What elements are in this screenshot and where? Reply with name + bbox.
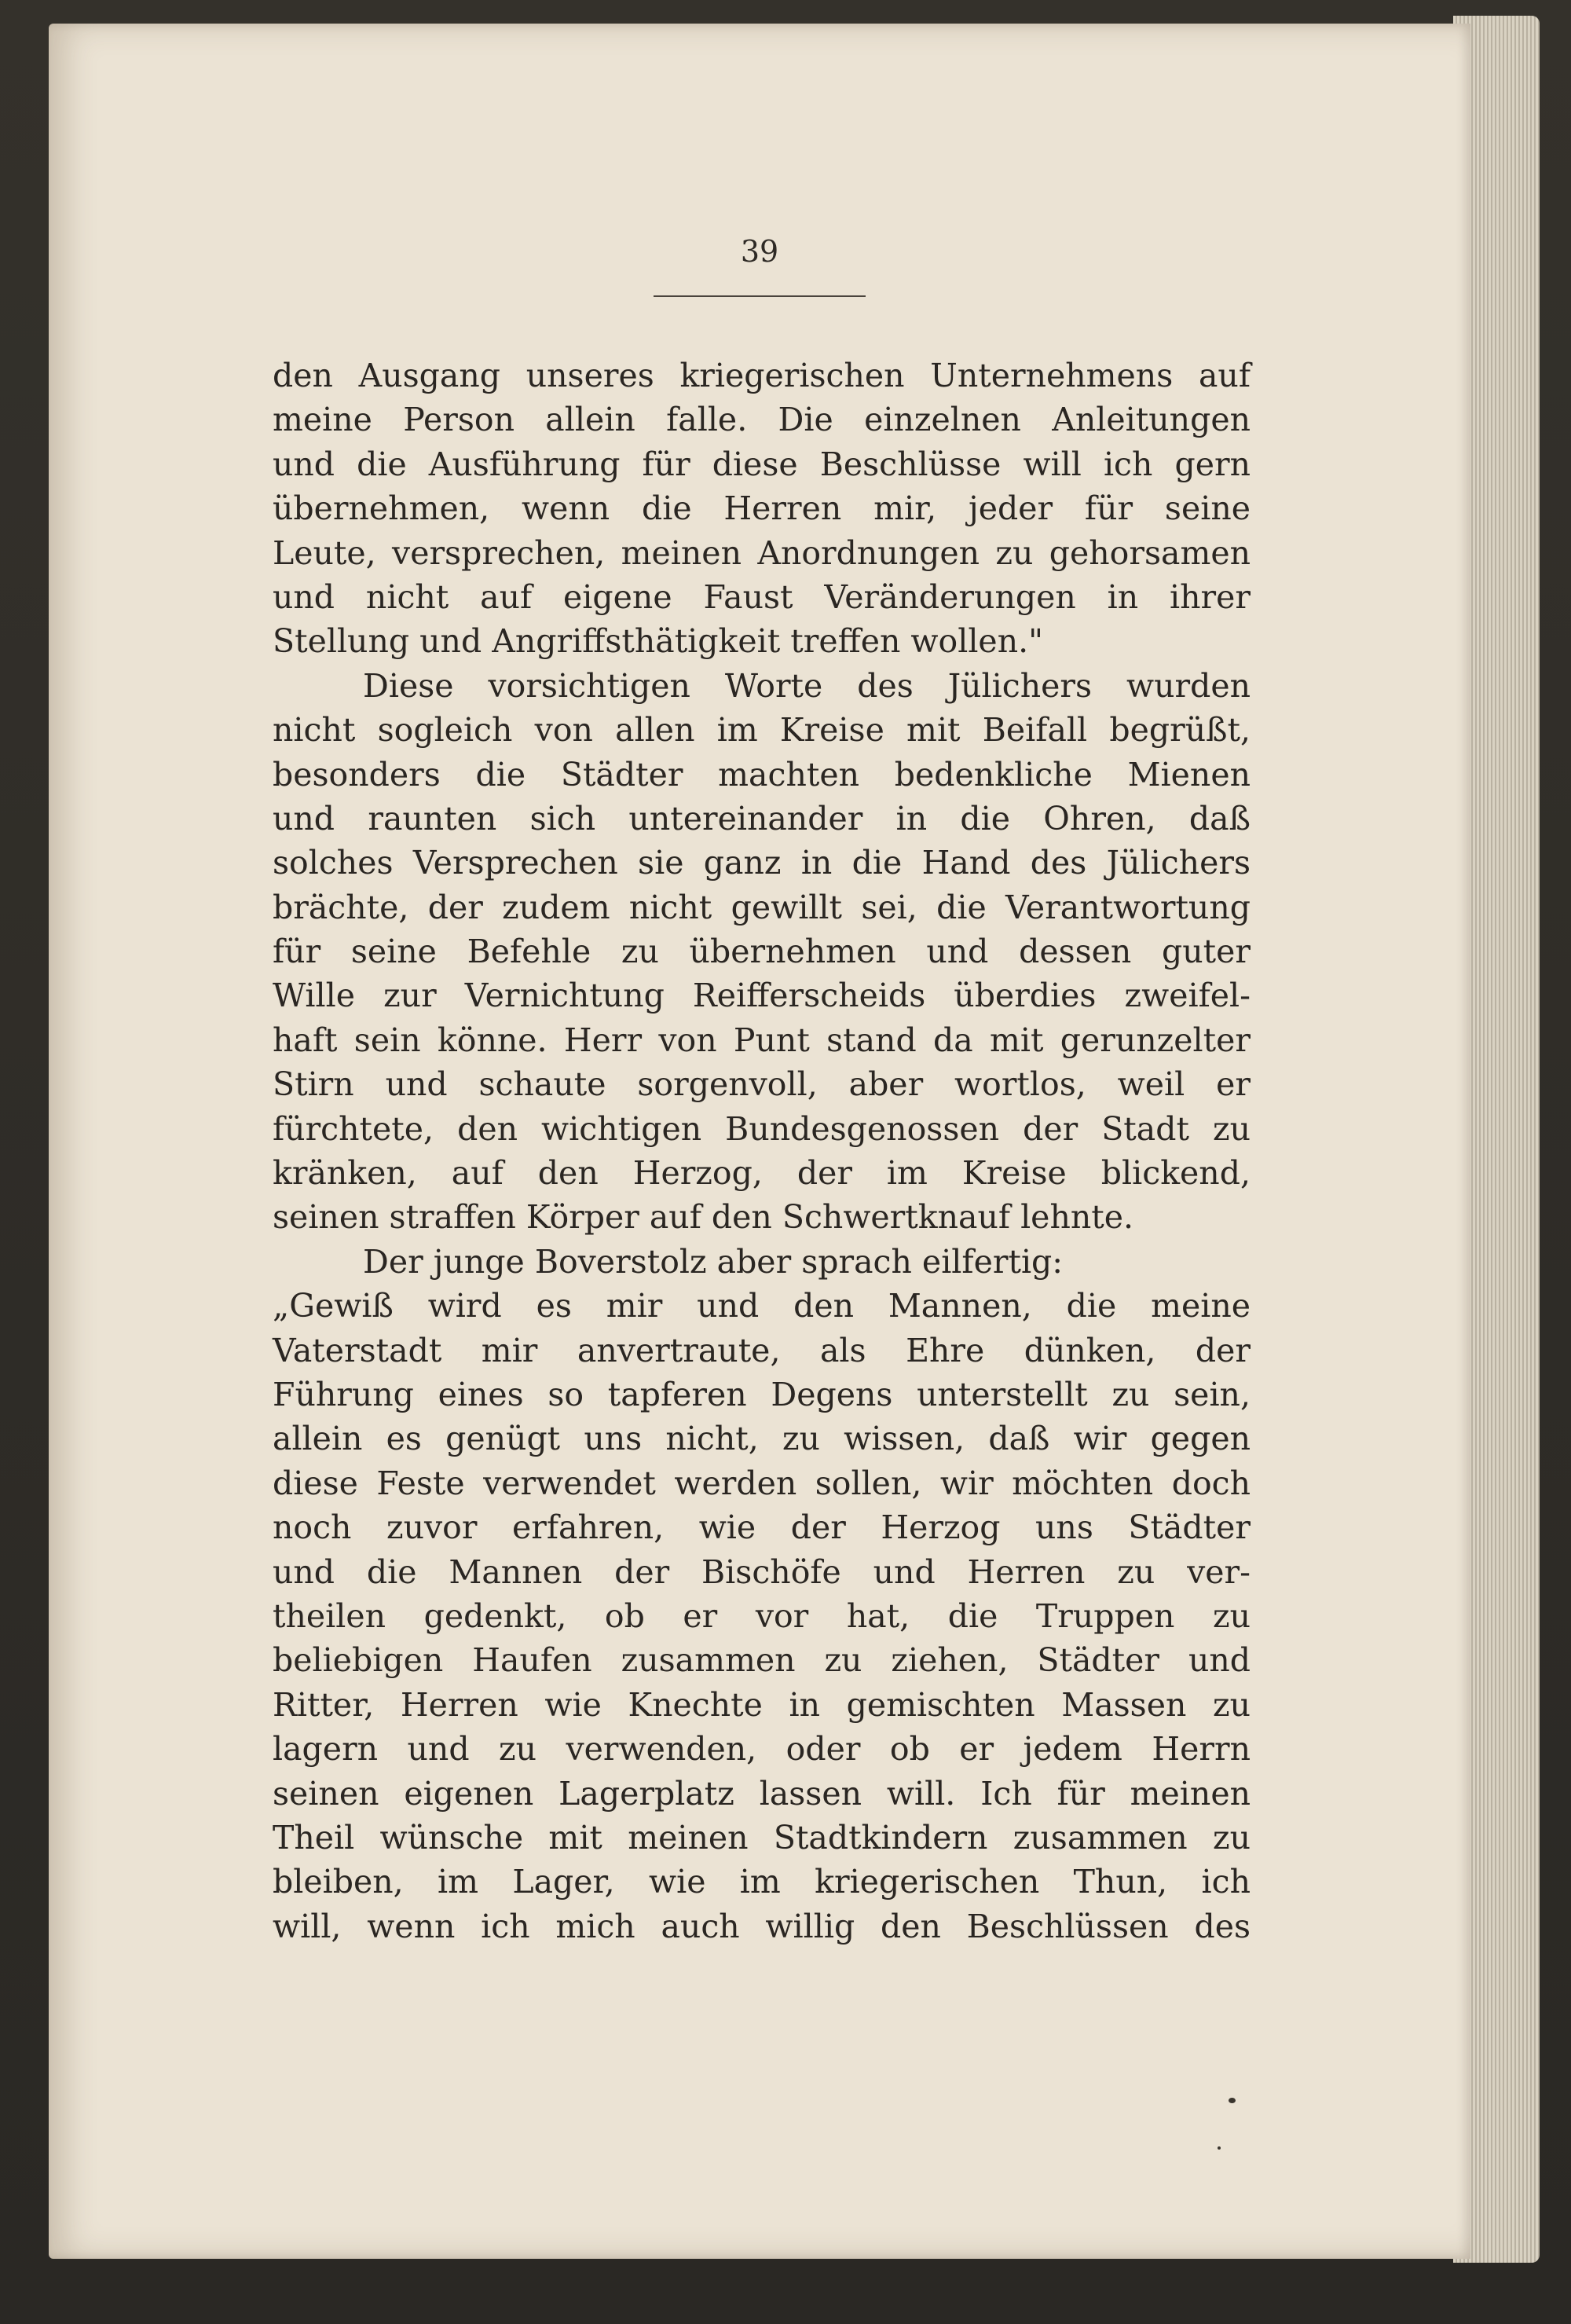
text-line: lagern und zu verwenden, oder ob er jedem Herrn [273, 1730, 1251, 1769]
text-line: will, wenn ich mich auch willig den Beschlüssen des [273, 1907, 1251, 1945]
text-line: noch zuvor erfahren, wie der Herzog uns Städter [273, 1508, 1251, 1547]
text-line: Stellung und Angriffsthätigkeit treffen wollen." [273, 622, 1043, 661]
page-number: 39 [740, 234, 779, 269]
text-line: und die Mannen der Bischöfe und Herren zu ver- [273, 1552, 1251, 1591]
text-line: brächte, der zudem nicht gewillt sei, die Verantwortung [273, 888, 1251, 926]
text-line: und nicht auf eigene Faust Veränderungen in ihrer [273, 577, 1251, 616]
text-line: Vaterstadt mir anvertraute, als Ehre dünken, der [273, 1331, 1251, 1369]
text-line: solches Versprechen sie ganz in die Hand des Jülichers [273, 844, 1251, 882]
text-line: Stirn und schaute sorgenvoll, aber wortlos, weil er [273, 1065, 1251, 1104]
text-line: Der junge Boverstolz aber sprach eilfertig: [363, 1242, 1064, 1281]
paper-speck [1218, 2146, 1221, 2150]
text-line: diese Feste verwendet werden sollen, wir möchten doch [273, 1464, 1251, 1502]
text-line: Diese vorsichtigen Worte des Jülichers wurden [363, 666, 1251, 705]
text-line: „Gewiß wird es mir und den Mannen, die meine [273, 1287, 1251, 1325]
text-line: seinen eigenen Lagerplatz lassen will. Ich für meinen [273, 1774, 1251, 1813]
text-line: theilen gedenkt, ob er vor hat, die Truppen zu [273, 1596, 1251, 1635]
text-line: Ritter, Herren wie Knechte in gemischten Massen zu [273, 1685, 1251, 1724]
text-line: besonders die Städter machten bedenkliche Mienen [273, 755, 1251, 794]
text-line: haft sein könne. Herr von Punt stand da mit gerunzelter [273, 1021, 1251, 1059]
text-line: meine Person allein falle. Die einzelnen Anleitungen [273, 401, 1251, 439]
text-line: den Ausgang unseres kriegerischen Unternehmens auf [273, 357, 1251, 394]
text-line: Theil wünsche mit meinen Stadtkindern zusammen zu [273, 1818, 1251, 1857]
text-line: fürchtete, den wichtigen Bundesgenossen der Stadt zu [273, 1109, 1251, 1148]
text-line: und die Ausführung für diese Beschlüsse will ich gern [273, 445, 1251, 483]
paper-speck [1229, 2098, 1236, 2103]
text-line: allein es genügt uns nicht, zu wissen, daß wir gegen [273, 1420, 1251, 1458]
body-text [273, 354, 1251, 1948]
book-page [49, 24, 1470, 2259]
text-line: bleiben, im Lager, wie im kriegerischen Thun, ich [273, 1863, 1251, 1901]
text-line: kränken, auf den Herzog, der im Kreise blickend, [273, 1154, 1251, 1193]
text-line: und raunten sich untereinander in die Ohren, daß [273, 799, 1251, 838]
text-line: für seine Befehle zu übernehmen und dessen guter [273, 933, 1251, 971]
text-line: Führung eines so tapferen Degens unterstellt zu sein, [273, 1375, 1251, 1413]
text-line: seinen straffen Körper auf den Schwertknauf lehnte. [273, 1198, 1134, 1237]
text-line: beliebigen Haufen zusammen zu ziehen, Städter und [273, 1641, 1251, 1680]
text-line: übernehmen, wenn die Herren mir, jeder für seine [273, 489, 1251, 528]
text-line: Wille zur Vernichtung Reifferscheids überdies zweifel- [273, 977, 1251, 1015]
text-line: nicht sogleich von allen im Kreise mit Beifall begrüßt, [273, 711, 1251, 750]
text-line: Leute, versprechen, meinen Anordnungen zu gehorsamen [273, 533, 1251, 572]
page-number-rule [654, 295, 866, 297]
